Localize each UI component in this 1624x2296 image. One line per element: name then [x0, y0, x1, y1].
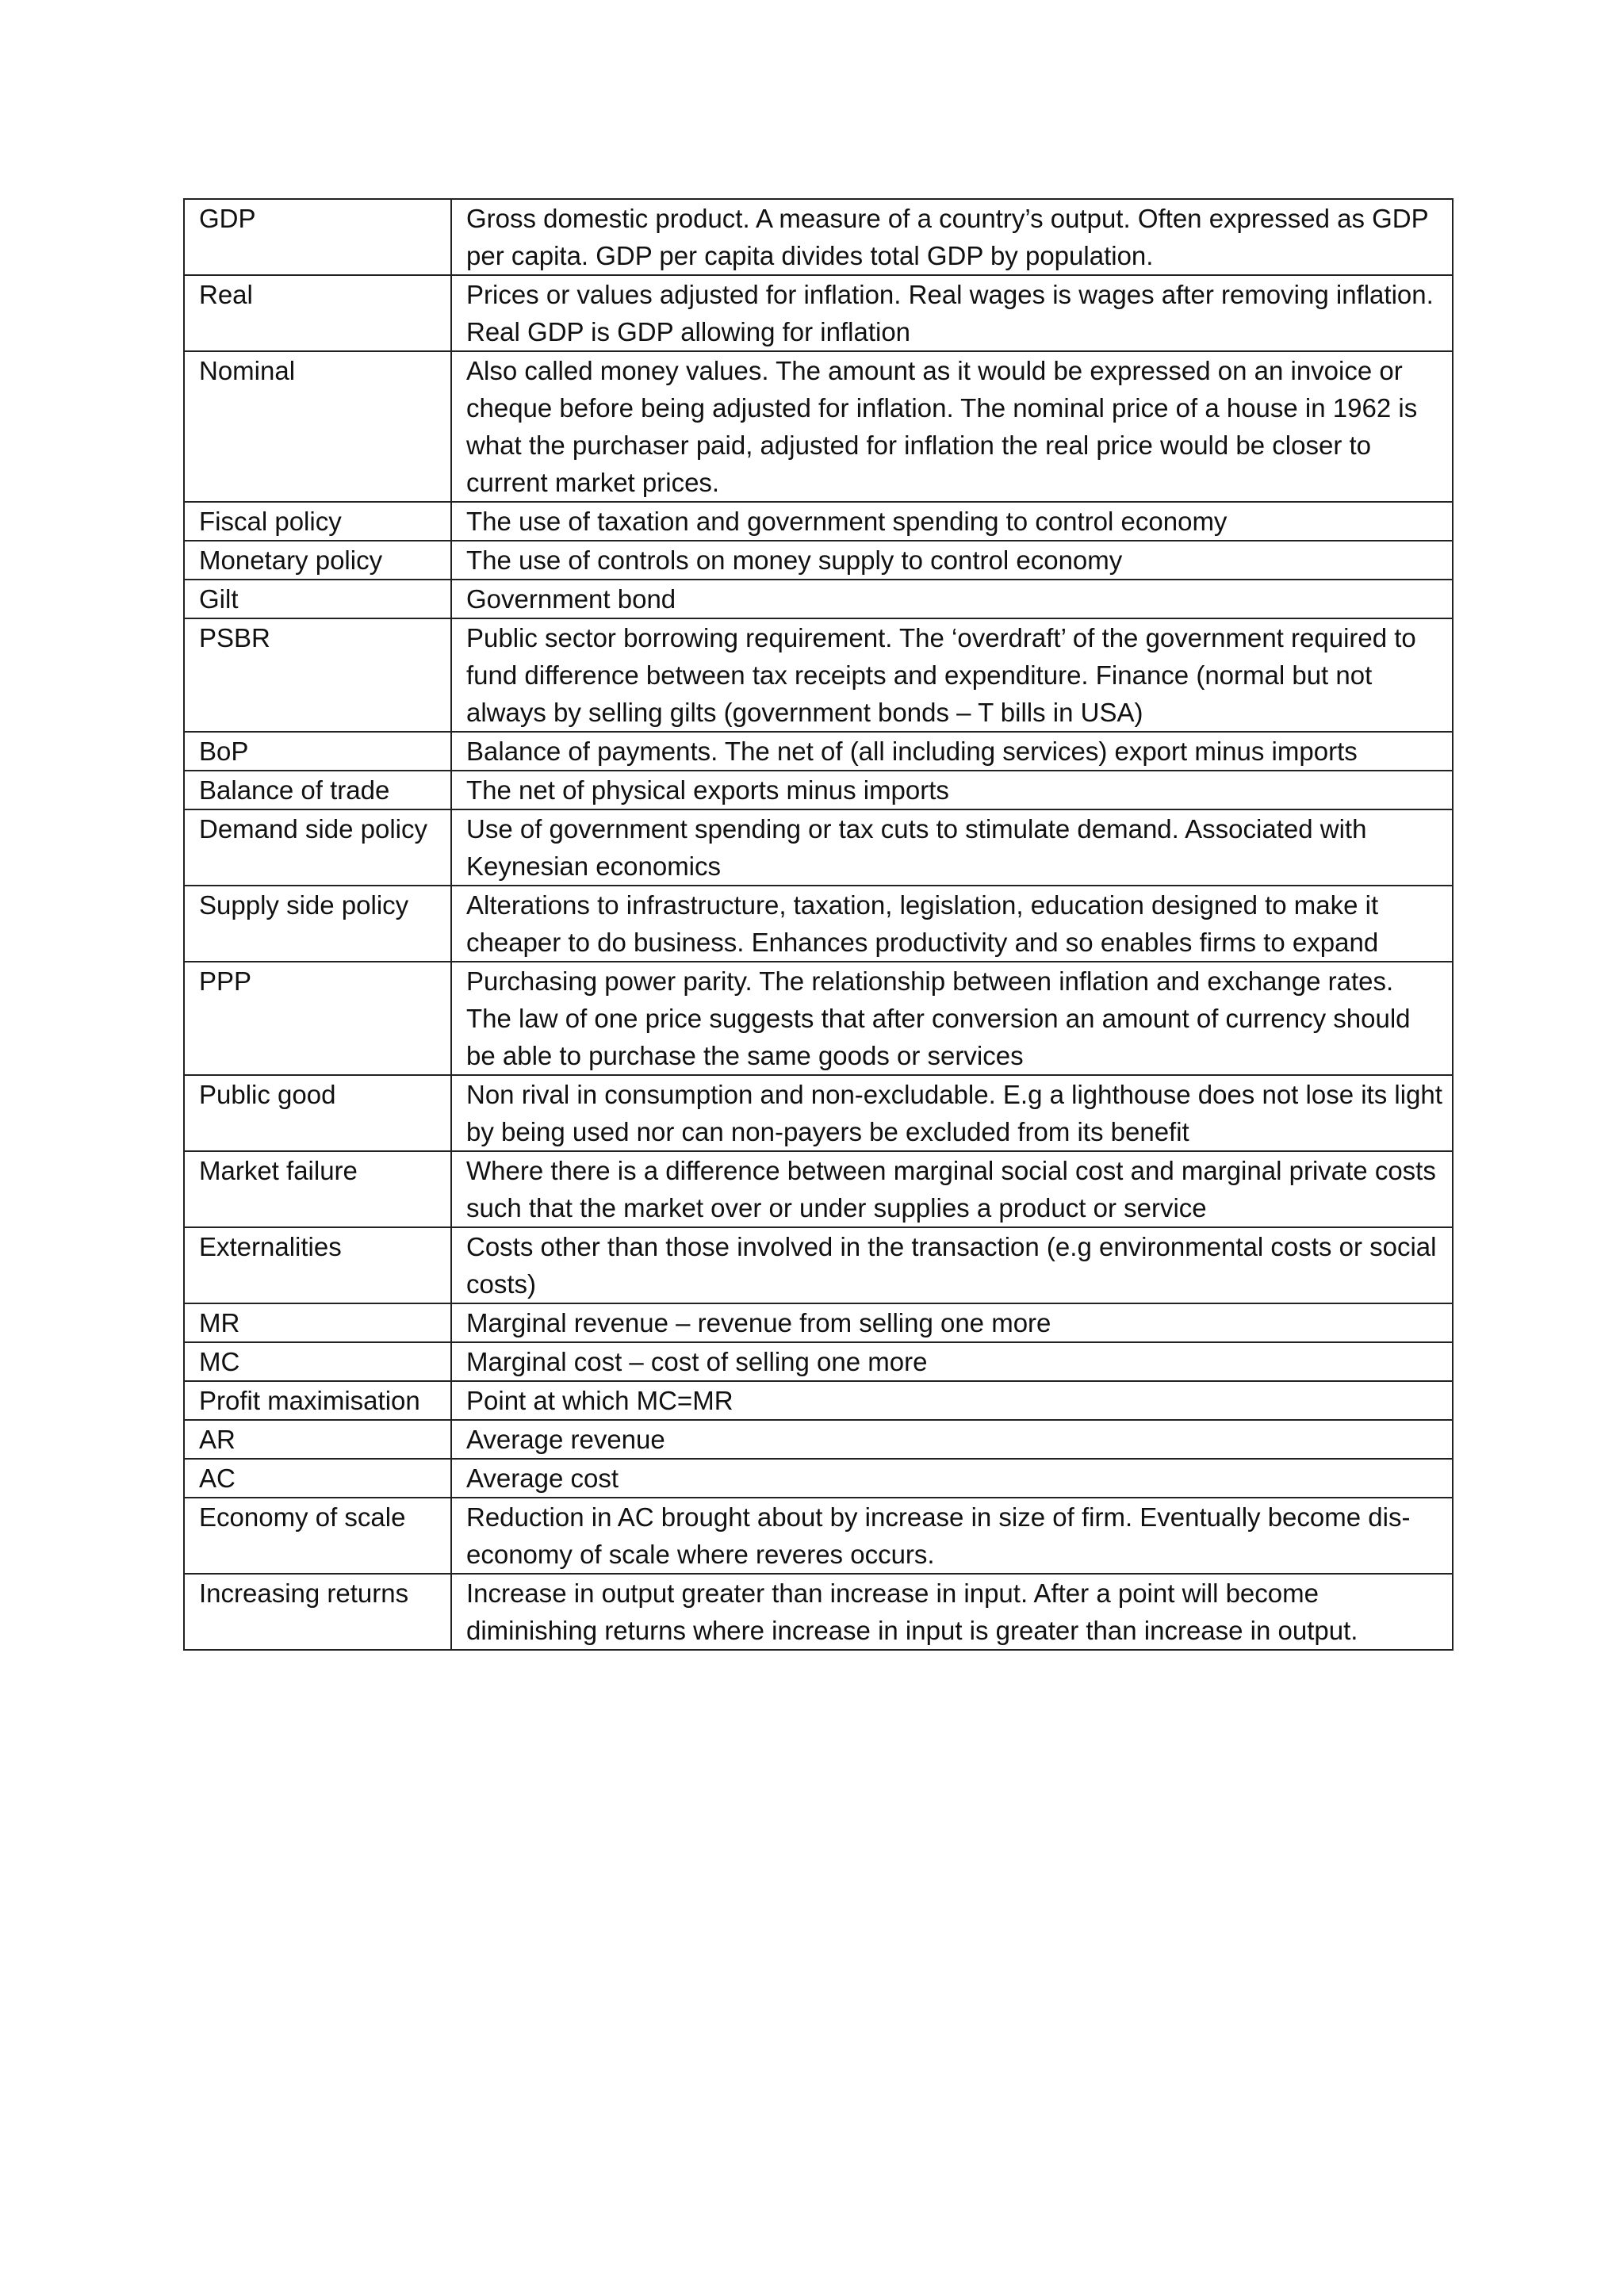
term-cell: Externalities	[184, 1227, 451, 1303]
term-cell: Demand side policy	[184, 809, 451, 886]
glossary-row	[184, 809, 1453, 886]
term-cell: MC	[184, 1342, 451, 1381]
definition-cell: Costs other than those involved in the transaction (e.g environmental costs or social costs)	[451, 1227, 1453, 1303]
definition-cell: Reduction in AC brought about by increase in size of firm. Eventually become dis-economy of scale where reveres occurs.	[451, 1498, 1453, 1574]
definition-cell: Gross domestic product. A measure of a country’s output. Often expressed as GDP per capita. GDP per capita divides total GDP by population.	[451, 199, 1453, 275]
glossary-row	[184, 1227, 1453, 1303]
glossary-row	[184, 1075, 1453, 1151]
definition-cell: Marginal cost – cost of selling one more	[451, 1342, 1453, 1381]
glossary-table	[183, 198, 1454, 1651]
term-cell: Real	[184, 275, 451, 351]
term-cell: Supply side policy	[184, 886, 451, 962]
glossary-row	[184, 618, 1453, 732]
definition-cell: Marginal revenue – revenue from selling one more	[451, 1303, 1453, 1342]
definition-cell: The use of taxation and government spending to control economy	[451, 502, 1453, 541]
term-cell: GDP	[184, 199, 451, 275]
term-cell: Fiscal policy	[184, 502, 451, 541]
glossary-row	[184, 1498, 1453, 1574]
definition-cell: Non rival in consumption and non-excludable. E.g a lighthouse does not lose its light by being used nor can non-payers be excluded from its benefit	[451, 1075, 1453, 1151]
term-cell: Public good	[184, 1075, 451, 1151]
glossary-row	[184, 1303, 1453, 1342]
glossary-row	[184, 351, 1453, 502]
definition-cell: The net of physical exports minus imports	[451, 771, 1453, 809]
glossary-row	[184, 1342, 1453, 1381]
term-cell: BoP	[184, 732, 451, 771]
glossary-row	[184, 962, 1453, 1075]
definition-cell: Where there is a difference between marginal social cost and marginal private costs such that the market over or under supplies a product or service	[451, 1151, 1453, 1227]
definition-cell: Balance of payments. The net of (all including services) export minus imports	[451, 732, 1453, 771]
glossary-row	[184, 1381, 1453, 1420]
definition-cell: Prices or values adjusted for inflation. Real wages is wages after removing inflation. Real GDP is GDP allowing for inflation	[451, 275, 1453, 351]
glossary-row	[184, 541, 1453, 580]
glossary-row	[184, 1574, 1453, 1650]
term-cell: Monetary policy	[184, 541, 451, 580]
definition-cell: Also called money values. The amount as it would be expressed on an invoice or cheque before being adjusted for inflation. The nominal price of a house in 1962 is what the purchaser paid, adjusted for inflation the real price would be closer to current market prices.	[451, 351, 1453, 502]
definition-cell: Use of government spending or tax cuts to stimulate demand. Associated with Keynesian economics	[451, 809, 1453, 886]
definition-cell: Increase in output greater than increase in input. After a point will become diminishing returns where increase in input is greater than increase in output.	[451, 1574, 1453, 1650]
glossary-row	[184, 886, 1453, 962]
term-cell: AR	[184, 1420, 451, 1459]
term-cell: Gilt	[184, 580, 451, 618]
term-cell: Balance of trade	[184, 771, 451, 809]
glossary-row	[184, 1151, 1453, 1227]
definition-cell: Purchasing power parity. The relationship between inflation and exchange rates. The law of one price suggests that after conversion an amount of currency should be able to purchase the same goods or services	[451, 962, 1453, 1075]
glossary-row	[184, 275, 1453, 351]
definition-cell: Point at which MC=MR	[451, 1381, 1453, 1420]
term-cell: MR	[184, 1303, 451, 1342]
glossary-row	[184, 732, 1453, 771]
term-cell: Nominal	[184, 351, 451, 502]
definition-cell: The use of controls on money supply to control economy	[451, 541, 1453, 580]
term-cell: Economy of scale	[184, 1498, 451, 1574]
term-cell: Increasing returns	[184, 1574, 451, 1650]
definition-cell: Government bond	[451, 580, 1453, 618]
glossary-row	[184, 199, 1453, 275]
definition-cell: Alterations to infrastructure, taxation, legislation, education designed to make it cheaper to do business. Enhances productivity and so enables firms to expand	[451, 886, 1453, 962]
glossary-row	[184, 771, 1453, 809]
term-cell: AC	[184, 1459, 451, 1498]
term-cell: Profit maximisation	[184, 1381, 451, 1420]
glossary-body	[184, 199, 1453, 1650]
definition-cell: Average revenue	[451, 1420, 1453, 1459]
glossary-row	[184, 580, 1453, 618]
definition-cell: Average cost	[451, 1459, 1453, 1498]
glossary-row	[184, 1459, 1453, 1498]
term-cell: PPP	[184, 962, 451, 1075]
term-cell: Market failure	[184, 1151, 451, 1227]
definition-cell: Public sector borrowing requirement. The ‘overdraft’ of the government required to fund difference between tax receipts and expenditure. Finance (normal but not always by selling gilts (government bonds – T bills in USA)	[451, 618, 1453, 732]
glossary-row	[184, 1420, 1453, 1459]
term-cell: PSBR	[184, 618, 451, 732]
glossary-row	[184, 502, 1453, 541]
